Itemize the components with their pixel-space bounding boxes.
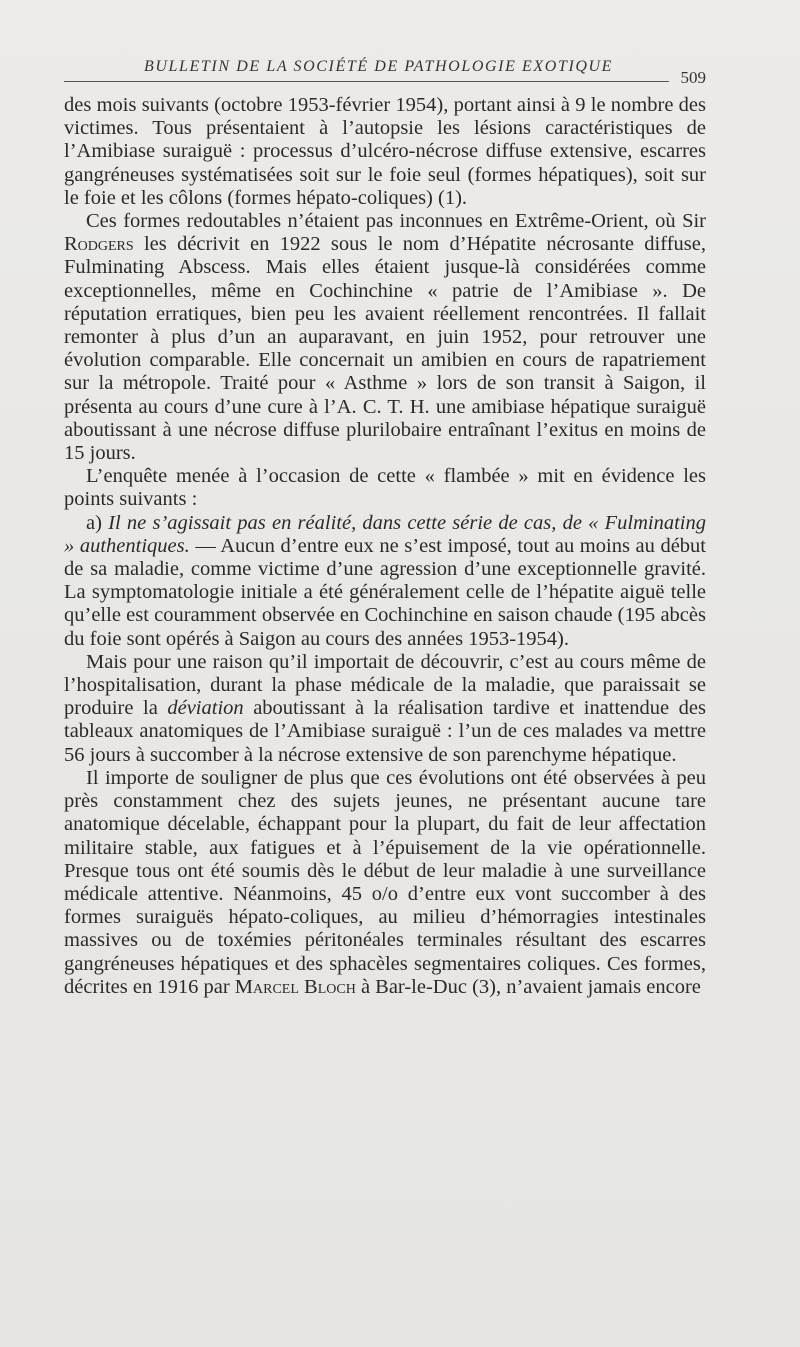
paragraph-2-text-a: Ces formes redoutables n’étaient pas inconnues en Extrême-Orient, où Sir bbox=[86, 210, 706, 233]
paragraph-2 bbox=[64, 210, 706, 465]
paragraph-1: des mois suivants (octobre 1953-février 1954), portant ainsi à 9 le nombre des victimes. Tous présentaient à l’autopsie les lésions caractéristiques de l’Amibiase suraiguë : processus d’ulcéro-nécrose diffuse extensive, escarres gangréneuses systématisées soit sur le foie seul (formes hépatiques), soit sur le foie et les côlons (formes hépato-coliques) (1). bbox=[64, 94, 706, 209]
paragraph-4-label: a) bbox=[86, 511, 109, 534]
paragraph-3: L’enquête menée à l’occasion de cette « flambée » mit en évidence les points suivants : bbox=[64, 465, 706, 511]
author-name-bloch: Marcel Bloch bbox=[234, 975, 356, 998]
paragraph-5 bbox=[64, 651, 706, 767]
paragraph-6-text-a: Il importe de souligner de plus que ces évolutions ont été observées à peu près constamment chez des sujets jeunes, ne présentant aucune tare anatomique décelable, échappant pour la plupart, du fait de leur affectation militaire stable, aux fatigues et à l’épuisement de la vie opérationnelle. Presque tous ont été soumis dès le début de leur maladie à une surveillance médicale attentive. Néanmoins, 45 o/o d’entre eux vont succomber à des formes suraiguës hépato-coliques, au milieu d’hémorragies intestinales massives ou de toxémies péritonéales terminales résultant des escarres gangréneuses hépatiques et des sphacèles segmentaires coliques. Ces formes, décrites en 1916 par bbox=[64, 766, 706, 998]
running-title: BULLETIN DE LA SOCIÉTÉ DE PATHOLOGIE EXOTIQUE bbox=[144, 58, 614, 75]
paragraph-4 bbox=[64, 512, 706, 651]
paragraph-2-text-b: les décrivit en 1922 sous le nom d’Hépatite nécrosante diffuse, Fulminating Abscess. Mais elles étaient jusque-là considérées comme exceptionnelles, même en Cochinchine « patrie de l’Amibiase ». De réputation erratiques, bien peu les avaient réellement rencontrées. Il fallait remonter à plus d’un an auparavant, en juin 1952, pour retrouver une évolution comparable. Elle concernait un amibien en cours de rapatriement sur la métropole. Traité pour « Asthme » lors de son transit à Saigon, il présenta au cours d’une cure à l’A. C. T. H. une amibiase hépatique suraiguë aboutissant à une nécrose diffuse plurilobaire entraînant l’exitus en moins de 15 jours. bbox=[64, 233, 706, 465]
paragraph-6-text-b: à Bar-le-Duc (3), n’avaient jamais encore bbox=[355, 975, 701, 998]
author-name-rodgers: Rodgers bbox=[64, 233, 134, 256]
header-rule bbox=[64, 81, 669, 82]
paragraph-5-text-b: aboutissant à la réalisation tardive et inattendue des tableaux anatomiques de l’Amibiase suraiguë : l’un de ces malades va mettre 56 jours à succomber à la nécrose extensive de son parenchyme hépatique. bbox=[64, 697, 707, 766]
paragraph-6 bbox=[64, 767, 706, 999]
paragraph-5-italic: déviation bbox=[167, 697, 244, 720]
paragraph-5-text-a: Mais pour une raison qu’il importait de découvrir, c’est au cours même de l’hospitalisation, durant la phase médicale de la maladie, que paraissait se produire la bbox=[64, 650, 706, 720]
body-text bbox=[64, 94, 706, 999]
running-head bbox=[64, 58, 706, 88]
paragraph-4-italic: Il ne s’agissait pas en réalité, dans cette série de cas, de « Fulminating » authentiques. bbox=[64, 511, 706, 557]
page-number: 509 bbox=[680, 68, 706, 87]
paragraph-4-text: — Aucun d’entre eux ne s’est imposé, tout au moins au début de sa maladie, comme victime d’une agression d’une exceptionnelle gravité. La symptomatologie initiale a été généralement celle de l’hépatite aiguë telle qu’elle est couramment observée en Cochinchine en saison chaude (195 abcès du foie sont opérés à Saigon au cours des années 1953-1954). bbox=[64, 534, 706, 650]
